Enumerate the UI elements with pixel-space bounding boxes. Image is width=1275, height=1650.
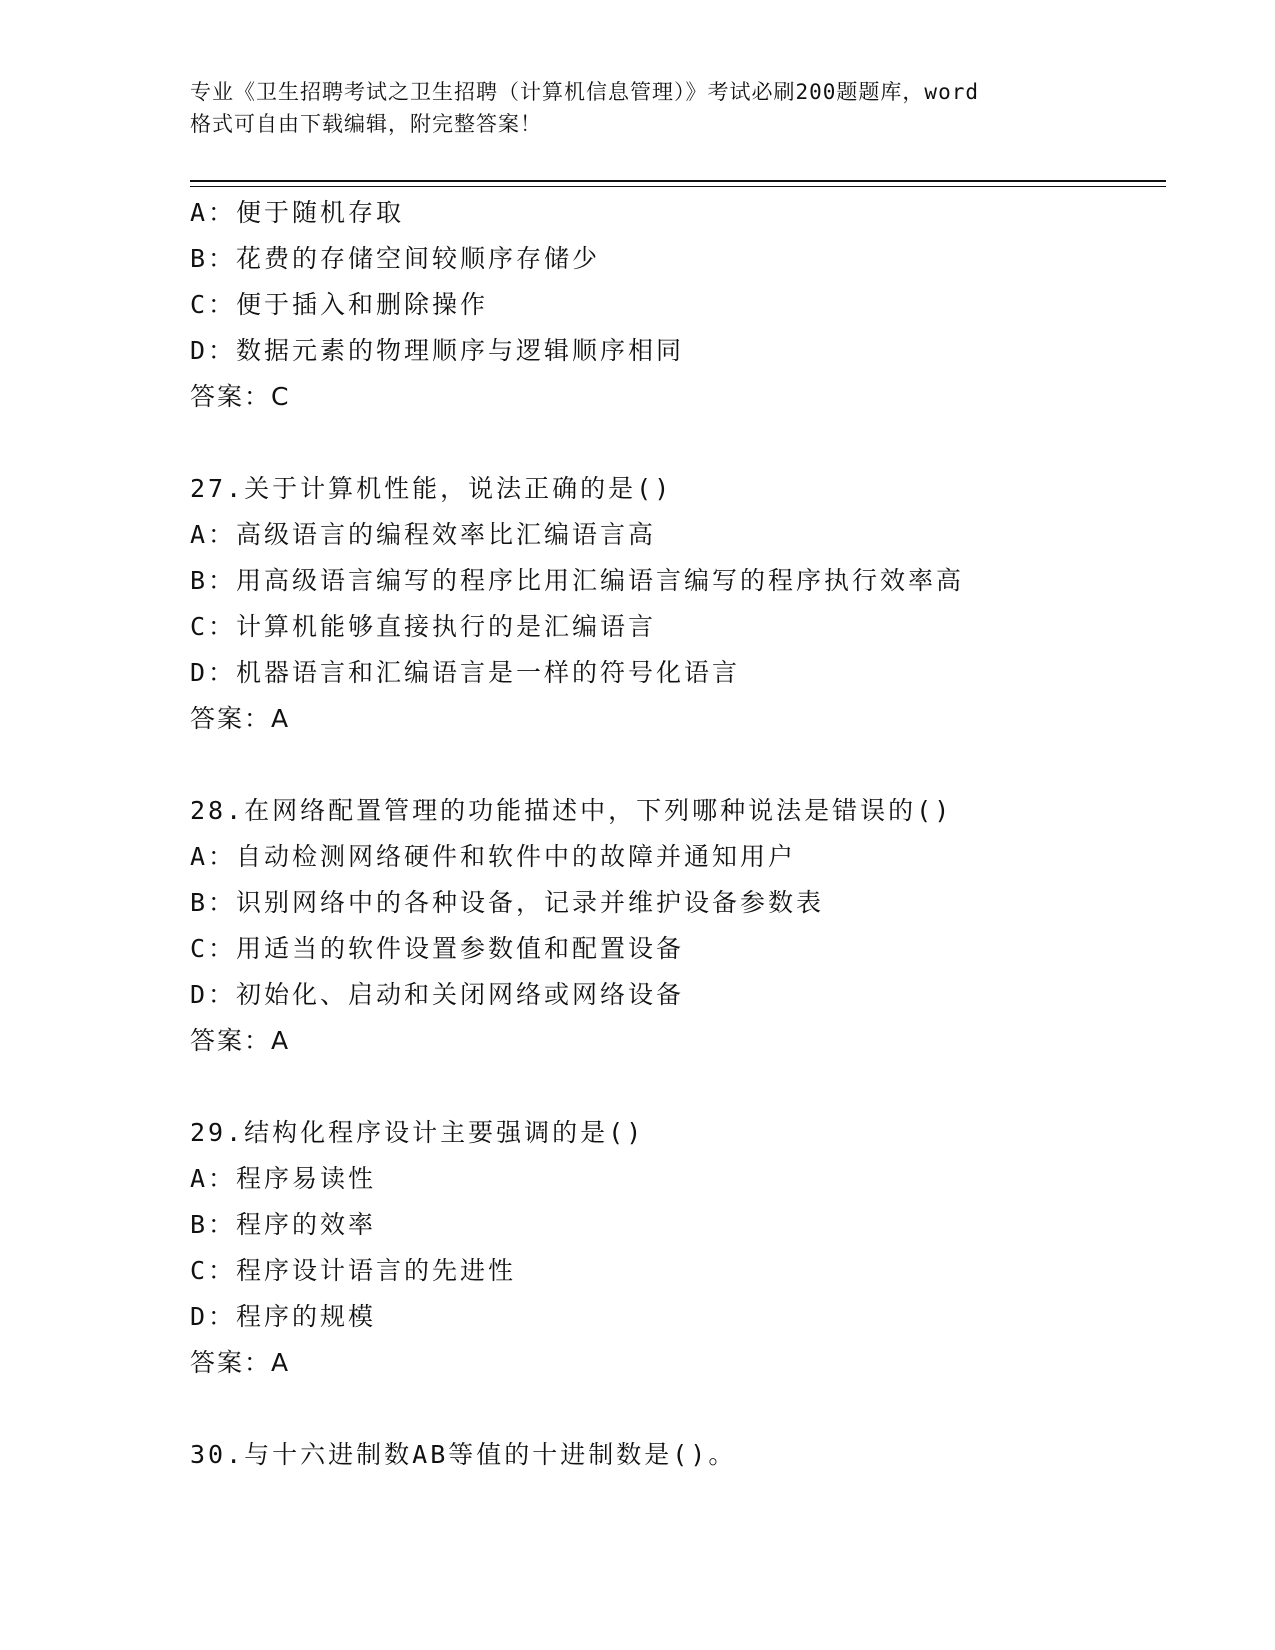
header-line-2: 格式可自由下载编辑，附完整答案！ (190, 112, 542, 136)
option-d: D：程序的规模 (190, 1302, 377, 1331)
question-text: 27.关于计算机性能，说法正确的是() (190, 474, 673, 503)
answer: 答案：A (190, 704, 291, 733)
option-c: C：程序设计语言的先进性 (190, 1256, 517, 1285)
option-a: A：便于随机存取 (190, 198, 405, 227)
option-a: A：自动检测网络硬件和软件中的故障并通知用户 (190, 842, 797, 871)
option-c: C：便于插入和删除操作 (190, 290, 489, 319)
question-text: 29.结构化程序设计主要强调的是() (190, 1118, 645, 1147)
question-26-continued (190, 190, 1170, 420)
header-rule-thin (190, 186, 1166, 187)
question-28 (190, 788, 1170, 1064)
question-text: 28.在网络配置管理的功能描述中，下列哪种说法是错误的() (190, 796, 953, 825)
question-text: 30.与十六进制数AB等值的十进制数是()。 (190, 1440, 737, 1469)
question-27 (190, 466, 1170, 742)
answer: 答案：A (190, 1348, 291, 1377)
question-30 (190, 1432, 1170, 1478)
question-list (190, 190, 1170, 1478)
answer: 答案：A (190, 1026, 291, 1055)
header-rule-thick (190, 180, 1166, 182)
option-c: C：计算机能够直接执行的是汇编语言 (190, 612, 657, 641)
header-line-1: 专业《卫生招聘考试之卫生招聘（计算机信息管理）》考试必刷200题题库，word (190, 80, 979, 104)
option-b: B：用高级语言编写的程序比用汇编语言编写的程序执行效率高 (190, 566, 965, 595)
option-b: B：花费的存储空间较顺序存储少 (190, 244, 601, 273)
option-d: D：数据元素的物理顺序与逻辑顺序相同 (190, 336, 685, 365)
option-d: D：初始化、启动和关闭网络或网络设备 (190, 980, 685, 1009)
answer: 答案：C (190, 382, 291, 411)
option-b: B：识别网络中的各种设备，记录并维护设备参数表 (190, 888, 825, 917)
question-29 (190, 1110, 1170, 1386)
option-d: D：机器语言和汇编语言是一样的符号化语言 (190, 658, 741, 687)
option-a: A：高级语言的编程效率比汇编语言高 (190, 520, 657, 549)
option-a: A：程序易读性 (190, 1164, 377, 1193)
option-c: C：用适当的软件设置参数值和配置设备 (190, 934, 685, 963)
page-header (190, 76, 1090, 140)
option-b: B：程序的效率 (190, 1210, 377, 1239)
